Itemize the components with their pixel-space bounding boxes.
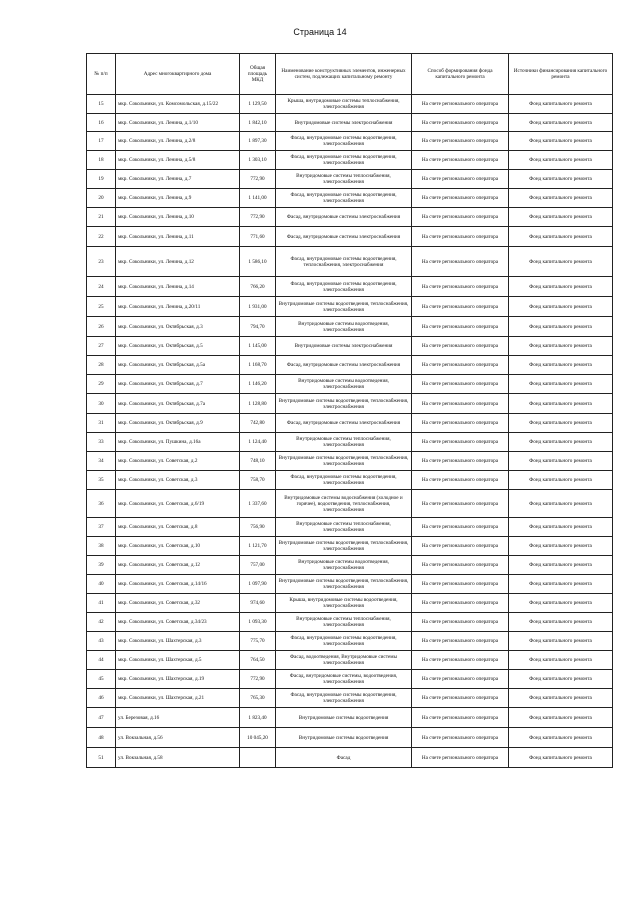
elements-cell: Фасад [276, 748, 412, 768]
table-row [87, 518, 613, 537]
table-row [87, 594, 613, 613]
table-row [87, 356, 613, 375]
table-row [87, 556, 613, 575]
row-number: 47 [87, 708, 116, 728]
row-number: 16 [87, 114, 116, 132]
address-cell: мкр. Сокольники, ул. Советская, д.14/16 [116, 575, 240, 594]
funding-source-cell: Фонд капитального ремонта [509, 277, 613, 297]
elements-cell: Внутридомовые системы водоотведения [276, 708, 412, 728]
elements-cell: Фасад, внутридомовые системы водоотведения, электроснабжения [276, 471, 412, 490]
elements-cell: Фасад, внутридомовые системы водоотведения, электроснабжения [276, 132, 412, 151]
address-cell: мкр. Сокольники, ул. Ленина, д.14 [116, 277, 240, 297]
funding-source-cell: Фонд капитального ремонта [509, 613, 613, 632]
fund-method-cell: На счете регионального оператора [412, 227, 509, 247]
table-row [87, 632, 613, 651]
area-cell: 756,90 [240, 518, 276, 537]
header-source: Источники финансирования капитального ремонта [509, 54, 613, 95]
address-cell: ул. Березовая, д.16 [116, 708, 240, 728]
repair-program-table [86, 53, 613, 768]
elements-cell: Фасад, внутридомовые системы электроснабжения [276, 208, 412, 227]
funding-source-cell: Фонд капитального ремонта [509, 151, 613, 170]
table-row [87, 689, 613, 708]
area-cell: 765,30 [240, 689, 276, 708]
address-cell: мкр. Сокольники, ул. Советская, д.12 [116, 556, 240, 575]
funding-source-cell: Фонд капитального ремонта [509, 556, 613, 575]
fund-method-cell: На счете регионального оператора [412, 651, 509, 670]
header-area: Общая площадь МКД [240, 54, 276, 95]
elements-cell: Внутридомовые системы водоотведения [276, 728, 412, 748]
table-row [87, 613, 613, 632]
table-row [87, 433, 613, 452]
fund-method-cell: На счете регионального оператора [412, 594, 509, 613]
funding-source-cell: Фонд капитального ремонта [509, 337, 613, 356]
row-number: 19 [87, 170, 116, 189]
fund-method-cell: На счете регионального оператора [412, 537, 509, 556]
address-cell: мкр. Сокольники, ул. Советская, д.3 [116, 471, 240, 490]
area-cell: 1 337,60 [240, 490, 276, 518]
funding-source-cell: Фонд капитального ремонта [509, 471, 613, 490]
table-row [87, 490, 613, 518]
fund-method-cell: На счете регионального оператора [412, 317, 509, 337]
elements-cell: Внутридомовые системы водоотведения, электроснабжения [276, 375, 412, 394]
funding-source-cell: Фонд капитального ремонта [509, 518, 613, 537]
area-cell: 1 146,20 [240, 375, 276, 394]
elements-cell: Внутридомовые системы водоотведения, электроснабжения [276, 317, 412, 337]
area-cell: 1 897,30 [240, 132, 276, 151]
area-cell: 742,80 [240, 414, 276, 433]
row-number: 40 [87, 575, 116, 594]
fund-method-cell: На счете регионального оператора [412, 247, 509, 277]
table-row [87, 471, 613, 490]
funding-source-cell: Фонд капитального ремонта [509, 728, 613, 748]
area-cell: 771,60 [240, 227, 276, 247]
area-cell: 772,90 [240, 670, 276, 689]
address-cell: мкр. Сокольники, ул. Советская, д.10 [116, 537, 240, 556]
table-row [87, 537, 613, 556]
table-row [87, 394, 613, 414]
header-elements: Наименование конструктивных элементов, инженерных систем, подлежащих капитальному ремонту [276, 54, 412, 95]
area-cell: 1 145,00 [240, 337, 276, 356]
elements-cell: Внутридомовые системы водоотведения, теплоснабжения, электроснабжения [276, 537, 412, 556]
area-cell: 1 093,30 [240, 613, 276, 632]
row-number: 44 [87, 651, 116, 670]
funding-source-cell: Фонд капитального ремонта [509, 208, 613, 227]
fund-method-cell: На счете регионального оператора [412, 297, 509, 317]
elements-cell: Фасад, внутридомовые системы водоотведения, электроснабжения [276, 151, 412, 170]
address-cell: мкр. Сокольники, ул. Октябрьская, д.7а [116, 394, 240, 414]
area-cell: 764,50 [240, 651, 276, 670]
header-num: № п/п [87, 54, 116, 95]
row-number: 23 [87, 247, 116, 277]
table-row [87, 189, 613, 208]
row-number: 41 [87, 594, 116, 613]
fund-method-cell: На счете регионального оператора [412, 556, 509, 575]
funding-source-cell: Фонд капитального ремонта [509, 748, 613, 768]
row-number: 34 [87, 452, 116, 471]
fund-method-cell: На счете регионального оператора [412, 414, 509, 433]
table-row [87, 247, 613, 277]
fund-method-cell: На счете регионального оператора [412, 670, 509, 689]
funding-source-cell: Фонд капитального ремонта [509, 170, 613, 189]
area-cell: 1 124,40 [240, 433, 276, 452]
elements-cell: Внутридомовые системы теплоснабжения, электроснабжения [276, 518, 412, 537]
table-row [87, 132, 613, 151]
fund-method-cell: На счете регионального оператора [412, 114, 509, 132]
row-number: 26 [87, 317, 116, 337]
address-cell: мкр. Сокольники, ул. Советская, д.34/23 [116, 613, 240, 632]
elements-cell: Фасад, внутридомовые системы водоотведения, электроснабжения [276, 632, 412, 651]
area-cell: 1 823,40 [240, 708, 276, 728]
address-cell: мкр. Сокольники, ул. Октябрьская, д.5 [116, 337, 240, 356]
row-number: 36 [87, 490, 116, 518]
table-row [87, 748, 613, 768]
area-cell: 1 931,00 [240, 297, 276, 317]
header-address: Адрес многоквартирного дома [116, 54, 240, 95]
address-cell: ул. Вокзальная, д.56 [116, 728, 240, 748]
elements-cell: Фасад, внутридомовые системы водоотведения, электроснабжения [276, 277, 412, 297]
address-cell: мкр. Сокольники, ул. Пушкина, д.16а [116, 433, 240, 452]
elements-cell: Внутридомовые системы водоотведения, теплоснабжения, электроснабжения [276, 394, 412, 414]
row-number: 28 [87, 356, 116, 375]
area-cell: 758,70 [240, 471, 276, 490]
area-cell: 1 128,80 [240, 394, 276, 414]
elements-cell: Внутридомовые системы электроснабжения [276, 114, 412, 132]
address-cell: ул. Вокзальная, д.58 [116, 748, 240, 768]
funding-source-cell: Фонд капитального ремонта [509, 689, 613, 708]
area-cell: 748,10 [240, 452, 276, 471]
fund-method-cell: На счете регионального оператора [412, 151, 509, 170]
row-number: 37 [87, 518, 116, 537]
fund-method-cell: На счете регионального оператора [412, 95, 509, 114]
table-row [87, 170, 613, 189]
area-cell: 974,60 [240, 594, 276, 613]
fund-method-cell: На счете регионального оператора [412, 613, 509, 632]
elements-cell: Фасад, внутридомовые системы водоотведения, электроснабжения [276, 189, 412, 208]
table-row [87, 317, 613, 337]
fund-method-cell: На счете регионального оператора [412, 132, 509, 151]
area-cell: 766,20 [240, 277, 276, 297]
funding-source-cell: Фонд капитального ремонта [509, 227, 613, 247]
area-cell: 794,70 [240, 317, 276, 337]
fund-method-cell: На счете регионального оператора [412, 452, 509, 471]
row-number: 33 [87, 433, 116, 452]
area-cell: 1 121,70 [240, 537, 276, 556]
funding-source-cell: Фонд капитального ремонта [509, 297, 613, 317]
table-row [87, 227, 613, 247]
row-number: 17 [87, 132, 116, 151]
funding-source-cell: Фонд капитального ремонта [509, 632, 613, 651]
fund-method-cell: На счете регионального оператора [412, 728, 509, 748]
address-cell: мкр. Сокольники, ул. Ленина, д.12 [116, 247, 240, 277]
table-row [87, 670, 613, 689]
fund-method-cell: На счете регионального оператора [412, 575, 509, 594]
fund-method-cell: На счете регионального оператора [412, 189, 509, 208]
address-cell: мкр. Сокольники, ул. Комсомольская, д.15/22 [116, 95, 240, 114]
fund-method-cell: На счете регионального оператора [412, 208, 509, 227]
table-row [87, 95, 613, 114]
fund-method-cell: На счете регионального оператора [412, 433, 509, 452]
table-row [87, 651, 613, 670]
funding-source-cell: Фонд капитального ремонта [509, 414, 613, 433]
area-cell [240, 748, 276, 768]
fund-method-cell: На счете регионального оператора [412, 471, 509, 490]
address-cell: мкр. Сокольники, ул. Шахтерская, д.21 [116, 689, 240, 708]
funding-source-cell: Фонд капитального ремонта [509, 95, 613, 114]
funding-source-cell: Фонд капитального ремонта [509, 594, 613, 613]
funding-source-cell: Фонд капитального ремонта [509, 132, 613, 151]
fund-method-cell: На счете регионального оператора [412, 356, 509, 375]
table-body [87, 95, 613, 768]
address-cell: мкр. Сокольники, ул. Ленина, д.7 [116, 170, 240, 189]
area-cell: 1 303,10 [240, 151, 276, 170]
fund-method-cell: На счете регионального оператора [412, 490, 509, 518]
table-row [87, 728, 613, 748]
elements-cell: Фасад, внутридомовые системы электроснабжения [276, 414, 412, 433]
row-number: 29 [87, 375, 116, 394]
area-cell: 757,00 [240, 556, 276, 575]
elements-cell: Внутридомовые системы водоотведения, электроснабжения [276, 556, 412, 575]
area-cell: 772,90 [240, 170, 276, 189]
elements-cell: Фасад, внутридомовые системы электроснабжения [276, 356, 412, 375]
funding-source-cell: Фонд капитального ремонта [509, 317, 613, 337]
fund-method-cell: На счете регионального оператора [412, 394, 509, 414]
row-number: 22 [87, 227, 116, 247]
address-cell: мкр. Сокольники, ул. Советская, д.2 [116, 452, 240, 471]
funding-source-cell: Фонд капитального ремонта [509, 394, 613, 414]
funding-source-cell: Фонд капитального ремонта [509, 356, 613, 375]
table-row [87, 297, 613, 317]
elements-cell: Внутридомовые системы водоотведения, теплоснабжения, электроснабжения [276, 297, 412, 317]
address-cell: мкр. Сокольники, ул. Советская, д.32 [116, 594, 240, 613]
funding-source-cell: Фонд капитального ремонта [509, 490, 613, 518]
fund-method-cell: На счете регионального оператора [412, 689, 509, 708]
table-row [87, 337, 613, 356]
row-number: 45 [87, 670, 116, 689]
row-number: 38 [87, 537, 116, 556]
row-number: 27 [87, 337, 116, 356]
table-row [87, 414, 613, 433]
area-cell: 1 586,10 [240, 247, 276, 277]
fund-method-cell: На счете регионального оператора [412, 277, 509, 297]
elements-cell: Внутридомовые системы водоснабжения (холодное и горячее), водоотведения, теплоснабжения, электроснабжения [276, 490, 412, 518]
table-row [87, 151, 613, 170]
row-number: 35 [87, 471, 116, 490]
elements-cell: Внутридомовые системы водоотведения, теплоснабжения, электроснабжения [276, 452, 412, 471]
address-cell: мкр. Сокольники, ул. Октябрьская, д.3 [116, 317, 240, 337]
row-number: 21 [87, 208, 116, 227]
area-cell: 1 129,50 [240, 95, 276, 114]
fund-method-cell: На счете регионального оператора [412, 337, 509, 356]
address-cell: мкр. Сокольники, ул. Ленина, д.5/8 [116, 151, 240, 170]
row-number: 46 [87, 689, 116, 708]
elements-cell: Фасад, внутридомовые системы, водоотведения, электроснабжения [276, 670, 412, 689]
elements-cell: Внутридомовые системы водоотведения, теплоснабжения, электроснабжения [276, 575, 412, 594]
fund-method-cell: На счете регионального оператора [412, 632, 509, 651]
address-cell: мкр. Сокольники, ул. Советская, д.6/19 [116, 490, 240, 518]
funding-source-cell: Фонд капитального ремонта [509, 247, 613, 277]
elements-cell: Внутридомовые системы теплоснабжения, электроснабжения [276, 170, 412, 189]
address-cell: мкр. Сокольники, ул. Октябрьская, д.9 [116, 414, 240, 433]
fund-method-cell: На счете регионального оператора [412, 708, 509, 728]
table-header-row [87, 54, 613, 95]
address-cell: мкр. Сокольники, ул. Ленина, д.10 [116, 208, 240, 227]
elements-cell: Фасад, внутридомовые системы водоотведения, электроснабжения [276, 689, 412, 708]
row-number: 42 [87, 613, 116, 632]
row-number: 48 [87, 728, 116, 748]
fund-method-cell: На счете регионального оператора [412, 748, 509, 768]
funding-source-cell: Фонд капитального ремонта [509, 575, 613, 594]
row-number: 24 [87, 277, 116, 297]
address-cell: мкр. Сокольники, ул. Ленина, д.2/8 [116, 132, 240, 151]
address-cell: мкр. Сокольники, ул. Советская, д.8 [116, 518, 240, 537]
row-number: 25 [87, 297, 116, 317]
funding-source-cell: Фонд капитального ремонта [509, 651, 613, 670]
area-cell: 10 045,20 [240, 728, 276, 748]
area-cell: 1 141,00 [240, 189, 276, 208]
area-cell: 1 842,10 [240, 114, 276, 132]
fund-method-cell: На счете регионального оператора [412, 375, 509, 394]
elements-cell: Внутридомовые системы теплоснабжения, электроснабжения [276, 613, 412, 632]
fund-method-cell: На счете регионального оператора [412, 170, 509, 189]
row-number: 18 [87, 151, 116, 170]
address-cell: мкр. Сокольники, ул. Шахтерская, д.3 [116, 632, 240, 651]
row-number: 20 [87, 189, 116, 208]
funding-source-cell: Фонд капитального ремонта [509, 670, 613, 689]
address-cell: мкр. Сокольники, ул. Октябрьская, д.7 [116, 375, 240, 394]
elements-cell: Внутридомовые системы электроснабжения [276, 337, 412, 356]
table-row [87, 114, 613, 132]
funding-source-cell: Фонд капитального ремонта [509, 114, 613, 132]
funding-source-cell: Фонд капитального ремонта [509, 433, 613, 452]
table-row [87, 452, 613, 471]
elements-cell: Фасад, внутридомовые системы электроснабжения [276, 227, 412, 247]
address-cell: мкр. Сокольники, ул. Шахтерская, д.5 [116, 651, 240, 670]
address-cell: мкр. Сокольники, ул. Ленина, д.20/11 [116, 297, 240, 317]
elements-cell: Фасад, водоотведения, Внутридомовые системы электроснабжения [276, 651, 412, 670]
row-number: 39 [87, 556, 116, 575]
fund-method-cell: На счете регионального оператора [412, 518, 509, 537]
funding-source-cell: Фонд капитального ремонта [509, 708, 613, 728]
area-cell: 1 097,90 [240, 575, 276, 594]
funding-source-cell: Фонд капитального ремонта [509, 189, 613, 208]
address-cell: мкр. Сокольники, ул. Ленина, д.9 [116, 189, 240, 208]
address-cell: мкр. Сокольники, ул. Ленина, д.1/10 [116, 114, 240, 132]
address-cell: мкр. Сокольники, ул. Ленина, д.11 [116, 227, 240, 247]
header-method: Способ формирования фонда капитального ремонта [412, 54, 509, 95]
row-number: 30 [87, 394, 116, 414]
table-row [87, 708, 613, 728]
row-number: 31 [87, 414, 116, 433]
funding-source-cell: Фонд капитального ремонта [509, 537, 613, 556]
table-row [87, 208, 613, 227]
page-title: Страница 14 [293, 27, 347, 37]
area-cell: 772,90 [240, 208, 276, 227]
address-cell: мкр. Сокольники, ул. Шахтерская, д.19 [116, 670, 240, 689]
area-cell: 775,70 [240, 632, 276, 651]
address-cell: мкр. Сокольники, ул. Октябрьская, д.5а [116, 356, 240, 375]
row-number: 51 [87, 748, 116, 768]
row-number: 15 [87, 95, 116, 114]
funding-source-cell: Фонд капитального ремонта [509, 375, 613, 394]
elements-cell: Фасад, внутридомовые системы водоотведения, теплоснабжения, электроснабжения [276, 247, 412, 277]
table-row [87, 375, 613, 394]
elements-cell: Крыша, внутридомовые системы водоотведения, электроснабжения [276, 594, 412, 613]
area-cell: 1 168,70 [240, 356, 276, 375]
table-row [87, 575, 613, 594]
row-number: 43 [87, 632, 116, 651]
table-row [87, 277, 613, 297]
elements-cell: Крыша, внутридомовые системы теплоснабжения, электроснабжения [276, 95, 412, 114]
elements-cell: Внутридомовые системы теплоснабжения, электроснабжения [276, 433, 412, 452]
funding-source-cell: Фонд капитального ремонта [509, 452, 613, 471]
